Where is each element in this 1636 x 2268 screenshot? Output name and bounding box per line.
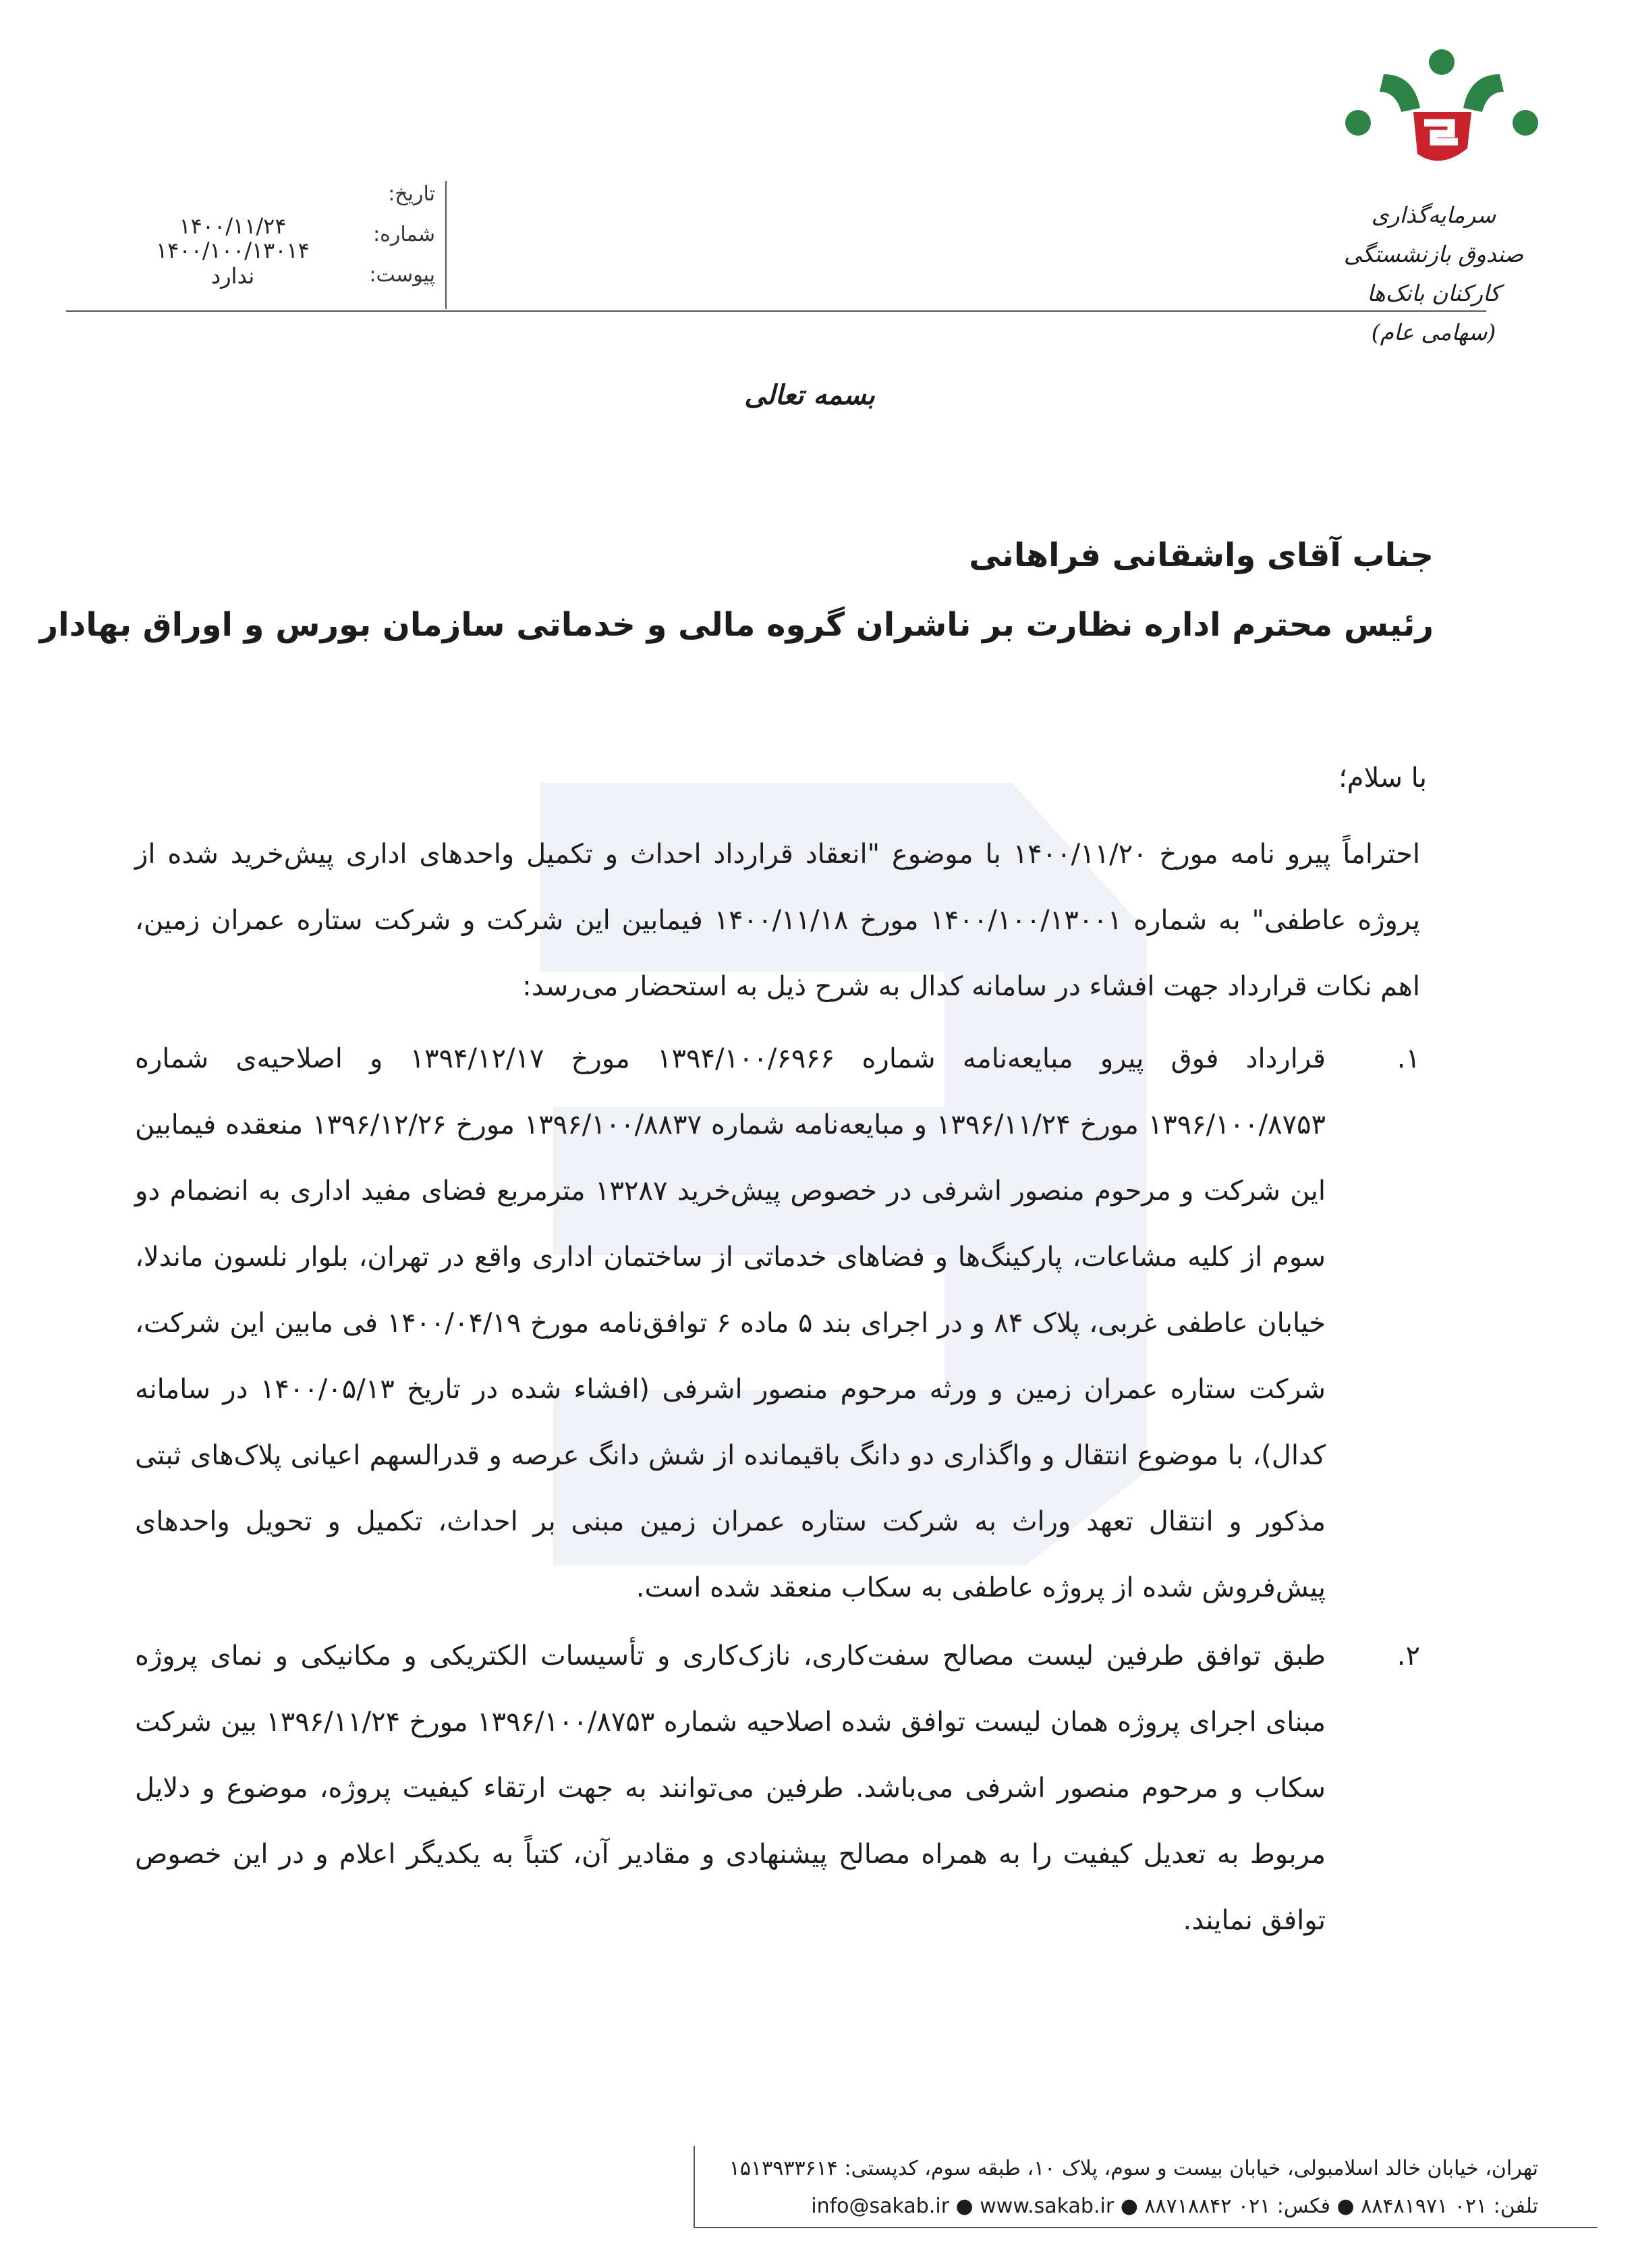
footer-divider-vertical	[694, 2146, 695, 2227]
list-item-text: قرارداد فوق پیرو مبایعه‌نامه شماره ۱۳۹۴/۱۰۰/۶۹۶۶ مورخ ۱۳۹۴/۱۲/۱۷ و اصلاحیه‌ی شماره ۱۳۹۶/۱۰۰/۸۷۵۳ مورخ ۱۳۹۶/۱۱/۲۴ و مبایعه‌نامه شماره ۱۳۹۶/۱۰۰/۸۸۳۷ مورخ ۱۳۹۶/۱۲/۲۶ منعقده فیمابین این شرکت و مرحوم منصور اشرفی در خصوص پیش‌خرید ۱۳۲۸۷ مترمربع فضای مفید اداری به انضمام دو سوم از کلیه مشاعات، پارکینگ‌ها و فضاهای خدماتی از ساختمان اداری واقع در تهران، بلوار نلسون ماندلا، خیابان عاطفی غربی، پلاک ۸۴ و در اجرای بند ۵ ماده ۶ توافق‌نامه مورخ ۱۴۰۰/۰۴/۱۹ فی مابین این شرکت، شرکت ستاره عمران زمین و ورثه مرحوم منصور اشرفی (افشاء شده در تاریخ ۱۴۰۰/۰۵/۱۳ در سامانه کدال)، با موضوع انتقال و واگذاری دو دانگ باقیمانده از شش دانگ عرصه و قدرالسهم اعیانی پلاک‌های ثبتی مذکور و انتقال تعهد وراث به شرکت ستاره عمران زمین مبنی بر احداث، تکمیل و تحویل واحدهای پیش‌فروش شده از پروژه عاطفی به سکاب منعقد شده است.	[135, 1043, 1326, 1603]
footer-address: تهران، خیابان خالد اسلامبولی، خیابان بیست و سوم، پلاک ۱۰، طبقه سوم، کدپستی: ۱۵۱۳۹۳۳۶۱۴	[729, 2157, 1538, 2180]
attachment-label: پیوست:	[369, 263, 435, 287]
list-item	[135, 1026, 1420, 1621]
date-value: ۱۴۰۰/۱۱/۲۴	[179, 213, 287, 239]
addressee-name: جناب آقای واشقانی فراهانی	[969, 536, 1434, 574]
greeting: با سلام؛	[1338, 763, 1427, 794]
company-name	[1339, 196, 1528, 352]
attachment-row	[142, 263, 439, 301]
list-item-text: طبق توافق طرفین لیست مصالح سفت‌کاری، نازک‌کاری و تأسیسات الکتریکی و مکانیکی و نمای پروژه مبنای اجرای پروژه همان لیست توافق شده اصلاحیه شماره ۱۳۹۶/۱۰۰/۸۷۵۳ مورخ ۱۳۹۶/۱۱/۲۴ بین شرکت سکاب و مرحوم منصور اشرفی می‌باشد. طرفین می‌توانند به جهت ارتقاء کیفیت پروژه، موضوع و دلایل مربوط به تعدیل کیفیت را به همراه مصالح پیشنهادی و مقادیر آن، کتباً به یکدیگر اعلام و در این خصوص توافق نمایند.	[135, 1640, 1326, 1936]
intro-paragraph: احتراماً پیرو نامه مورخ ۱۴۰۰/۱۱/۲۰ با موضوع "انعقاد قرارداد احداث و تکمیل واحدهای اداری پیش‌خرید شده از پروژه عاطفی" به شماره ۱۴۰۰/۱۰۰/۱۳۰۰۱ مورخ ۱۴۰۰/۱۱/۱۸ فیمابین این شرکت و شرکت ستاره عمران زمین، اهم نکات قرارداد جهت افشاء در سامانه کدال به شرح ذیل به استحضار می‌رسد:	[135, 839, 1420, 1002]
list-item	[135, 1623, 1420, 1954]
header-rule	[66, 310, 1486, 312]
invocation: بسمه تعالی	[744, 379, 875, 411]
addressee-title: رئیس محترم اداره نظارت بر ناشران گروه مالی و خدماتی سازمان بورس و اوراق بهادار	[39, 606, 1434, 644]
company-name-line1: سرمایه‌گذاری صندوق بازنشستگی	[1343, 202, 1524, 267]
company-name-line2: کارکنان بانک‌ها (سهامی عام)	[1367, 280, 1500, 345]
footer-divider-horizontal	[694, 2227, 1598, 2228]
list-item-number: ۱.	[1397, 1043, 1420, 1074]
letter-meta	[142, 181, 455, 309]
number-row	[142, 223, 439, 263]
attachment-value: ندارد	[210, 263, 255, 289]
footer-contact: تلفن: ۰۲۱ ۸۸۴۸۱۹۷۱ ● فکس: ۰۲۱ ۸۸۷۱۸۸۴۲ ● info@sakab.ir ● www.sakab.ir	[811, 2194, 1538, 2218]
company-logo	[1339, 47, 1542, 182]
number-label: شماره:	[373, 223, 435, 246]
number-value: ۱۴۰۰/۱۰۰/۱۳۰۱۴	[156, 238, 310, 263]
numbered-list	[135, 1026, 1420, 1954]
meta-divider	[445, 181, 447, 309]
date-label: تاریخ:	[388, 182, 435, 206]
list-item-number: ۲.	[1397, 1640, 1420, 1671]
